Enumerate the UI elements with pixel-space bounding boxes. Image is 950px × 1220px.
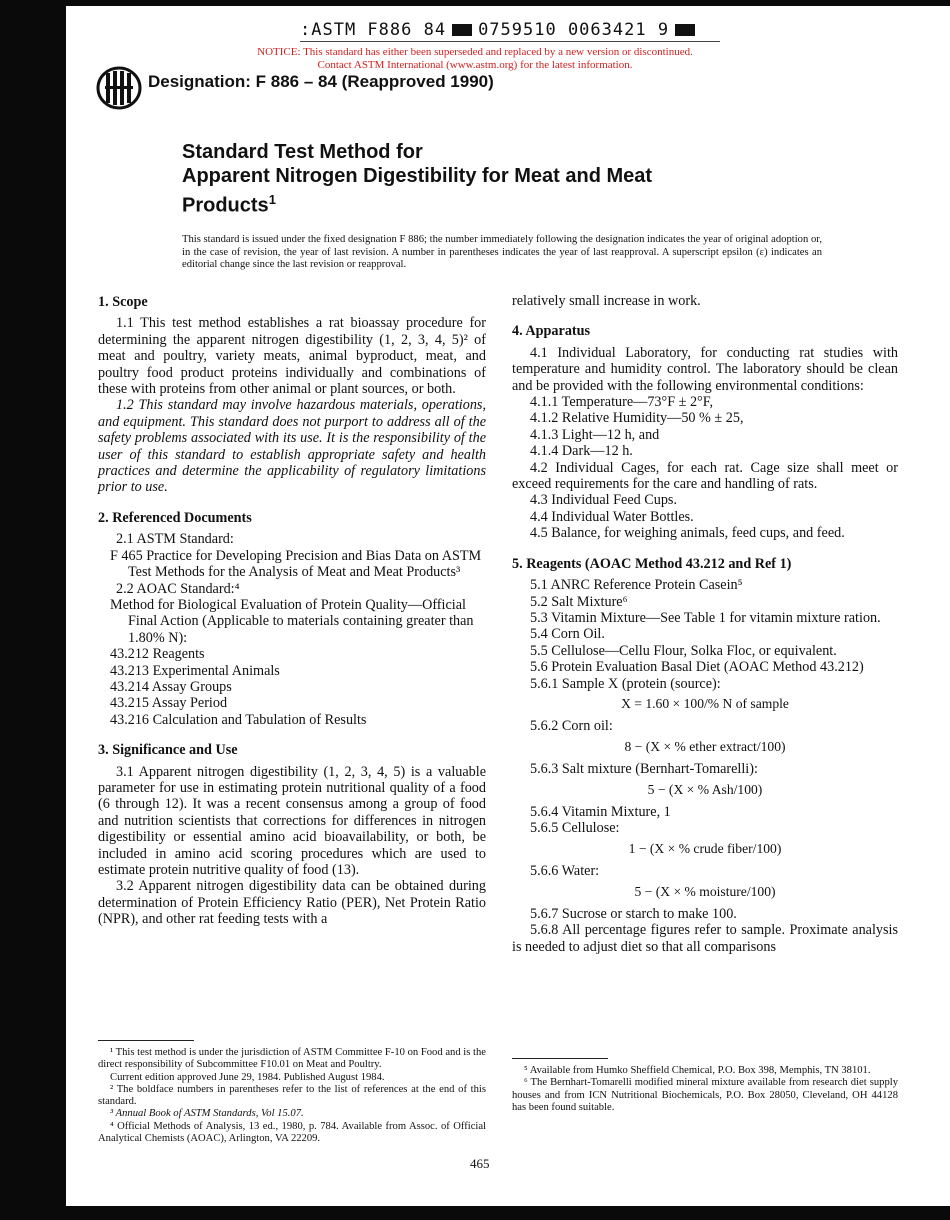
- designation: Designation: F 886 – 84 (Reapproved 1990): [148, 72, 494, 91]
- reference-item: 43.212 Reagents: [110, 646, 205, 663]
- paragraph-5-6-3: 5.6.3 Salt mixture (Bernhart-Tomarelli):: [530, 761, 758, 778]
- paragraph-1-2: 1.2 This standard may involve hazardous materials, operations, and equipment. This standard does not purport to address all of the safety problems associated with its use. It is the responsibility of the user of this standard to establish appropriate safety and health practices and determine the applicability of regulatory limitations prior to use.: [98, 397, 486, 496]
- paragraph-5-6-8: 5.6.8 All percentage figures refer to sample. Proximate analysis is needed to adjust diet so that all comparisons: [512, 922, 898, 955]
- paragraph-5-6-2: 5.6.2 Corn oil:: [530, 718, 613, 735]
- right-column: [512, 293, 898, 955]
- paragraph-5-6-5: 5.6.5 Cellulose:: [530, 820, 620, 837]
- page-number: 465: [470, 1156, 490, 1171]
- paragraph-5-6-7: 5.6.7 Sucrose or starch to make 100.: [530, 906, 737, 922]
- paragraph-5-1: 5.1 ANRC Reference Protein Casein⁵: [530, 577, 743, 594]
- reference-item: 43.216 Calculation and Tabulation of Results: [110, 711, 367, 728]
- section-heading-scope: 1. Scope: [98, 294, 148, 310]
- paragraph-5-6: 5.6 Protein Evaluation Basal Diet (AOAC Method 43.212): [530, 659, 864, 676]
- footnote-1: ¹ This test method is under the jurisdiction of ASTM Committee F-10 on Food and is the direct responsibility of Subcommittee F10.01 on Meat and Poultry.: [98, 1047, 486, 1071]
- footnote-block: [98, 1047, 486, 1145]
- footnote-rule: [512, 1058, 608, 1059]
- paragraph-4-3: 4.3 Individual Feed Cups.: [530, 492, 677, 509]
- barcode-line: [300, 20, 720, 42]
- footnote-5: ⁵ Available from Humko Sheffield Chemical, P.O. Box 398, Memphis, TN 38101.: [524, 1065, 871, 1076]
- reference-aoac-method: Method for Biological Evaluation of Protein Quality—Official Final Action (Applicable to materials containing greater than 1.80% N):: [110, 596, 474, 646]
- paragraph-4-4: 4.4 Individual Water Bottles.: [530, 508, 694, 525]
- equation-corn-oil: 8 − (X × % ether extract/100): [624, 738, 786, 754]
- issue-note: This standard is issued under the fixed designation F 886; the number immediately following the designation indicates the year of original adoption or, in the case of revision, the year of last revision. A number in parentheses indicates the year of last reapproval. A superscript epsilon (ε) indicates an editorial change since the last revision or reapproval.: [182, 234, 822, 270]
- notice-line-2: Contact ASTM International (www.astm.org) for the latest information.: [317, 59, 633, 71]
- footnote-6: ⁶ The Bernhart-Tomarelli modified mineral mixture available from research diet supply houses and from ICN Nutritional Biochemicals, P.O. Box 28050, Cleveland, OH 44128 has been found suitable.: [512, 1077, 898, 1113]
- paragraph-5-5: 5.5 Cellulose—Cellu Flour, Solka Floc, or equivalent.: [530, 642, 837, 659]
- notice-line-1: NOTICE: This standard has either been superseded and replaced by a new version or discontinued.: [257, 46, 693, 58]
- equation-protein: X = 1.60 × 100/% N of sample: [621, 695, 789, 711]
- paragraph-2-2: 2.2 AOAC Standard:⁴: [116, 580, 240, 597]
- paragraph-5-6-6: 5.6.6 Water:: [530, 863, 600, 880]
- paragraph-3-2: 3.2 Apparent nitrogen digestibility data can be obtained during determination of Protein Efficiency Ratio (PER), Net Protein Ratio (NPR), and other rat feeding tests with a: [98, 878, 486, 928]
- section-heading-significance: 3. Significance and Use: [98, 742, 238, 759]
- equation-water: 5 − (X × % moisture/100): [634, 883, 776, 899]
- title-line-1: Standard Test Method for: [182, 141, 423, 163]
- footnotes-left: [98, 1020, 486, 1145]
- footnote-block: [512, 1065, 898, 1114]
- block-mark: [452, 24, 472, 36]
- continued-text: relatively small increase in work.: [512, 293, 701, 309]
- footnote-1b: Current edition approved June 29, 1984. Published August 1984.: [110, 1071, 385, 1083]
- astm-logo-icon: [96, 66, 142, 110]
- paragraph-5-2: 5.2 Salt Mixture⁶: [530, 593, 628, 610]
- title-line-3-text: Products: [182, 194, 269, 217]
- left-column: [98, 294, 486, 928]
- equation-cellulose: 1 − (X × % crude fiber/100): [628, 840, 782, 856]
- scan-edge-top: [66, 0, 950, 6]
- paragraph-2-1: 2.1 ASTM Standard:: [116, 531, 234, 548]
- paragraph-4-1-1: 4.1.1 Temperature—73°F ± 2°F,: [530, 394, 714, 411]
- paragraph-4-1: 4.1 Individual Laboratory, for conducting rat studies with temperature and humidity control. The laboratory should be clean and be provided with the following environmental conditions:: [512, 344, 898, 394]
- footnotes-right: [512, 1038, 898, 1114]
- reference-f465: F 465 Practice for Developing Precision and Bias Data on ASTM Test Methods for the Analysis of Meat and Meat Products³: [110, 547, 482, 581]
- footnote-4: ⁴ Official Methods of Analysis, 13 ed., 1980, p. 784. Available from Assoc. of Official Analytical Chemists (AOAC), Arlington, VA 22209.: [98, 1120, 486, 1145]
- code-text: :ASTM F886 84: [300, 20, 447, 40]
- document-title: [182, 140, 802, 218]
- paragraph-4-2: 4.2 Individual Cages, for each rat. Cage size shall meet or exceed requirements for the care and handling of rats.: [512, 459, 898, 493]
- title-footnote-mark: 1: [268, 192, 276, 207]
- reference-item: 43.214 Assay Groups: [110, 678, 232, 695]
- footnote-rule: [98, 1040, 194, 1041]
- paragraph-4-1-4: 4.1.4 Dark—12 h.: [530, 443, 633, 460]
- title-line-2: Apparent Nitrogen Digestibility for Meat and Meat: [182, 165, 653, 187]
- paragraph-5-6-4: 5.6.4 Vitamin Mixture, 1: [530, 803, 671, 820]
- section-heading-referenced-documents: 2. Referenced Documents: [98, 509, 252, 526]
- reference-item: 43.215 Assay Period: [110, 695, 228, 712]
- code-mid: 0759510 0063421 9: [478, 20, 670, 40]
- block-mark: [675, 24, 695, 36]
- footnote-3: ³ Annual Book of ASTM Standards, Vol 15.07.: [110, 1108, 304, 1120]
- paragraph-4-1-3: 4.1.3 Light—12 h, and: [530, 426, 660, 443]
- paragraph-3-1: 3.1 Apparent nitrogen digestibility (1, 2, 3, 4, 5) is a valuable parameter for use in estimating protein nutritional quality of a food (6 through 12). It was a recent consensus among a group of food and nutrition scientists that corrections for differences in nitrogen digestibility or essential amino acid bioavailability, or both, be included in amino acid scoring procedures which are used to estimate protein nutritive quality of food (13).: [98, 763, 486, 878]
- paragraph-4-1-2: 4.1.2 Relative Humidity—50 % ± 25,: [530, 410, 744, 427]
- section-heading-reagents: 5. Reagents (AOAC Method 43.212 and Ref 1): [512, 555, 792, 572]
- scan-edge-bottom: [66, 1206, 950, 1220]
- title-line-3: [182, 188, 802, 218]
- section-heading-apparatus: 4. Apparatus: [512, 323, 591, 340]
- equation-salt: 5 − (X × % Ash/100): [647, 781, 763, 797]
- footnote-2: ² The boldface numbers in parentheses refer to the list of references at the end of this standard.: [98, 1083, 486, 1108]
- paragraph-5-4: 5.4 Corn Oil.: [530, 626, 605, 643]
- reference-item: 43.213 Experimental Animals: [110, 662, 280, 679]
- scan-edge-left: [0, 0, 66, 1220]
- paragraph-5-3: 5.3 Vitamin Mixture—See Table 1 for vitamin mixture ration.: [530, 609, 881, 626]
- paragraph-1-1: 1.1 This test method establishes a rat bioassay procedure for determining the apparent nitrogen digestibility (1, 2, 3, 4, 5)² of meat and poultry, variety meats, animal byproduct, meat, and poultry food product proteins individually and combinations of these with proteins from other animal or plant sources, or both.: [98, 315, 486, 398]
- paragraph-4-5: 4.5 Balance, for weighing animals, feed cups, and feed.: [530, 525, 845, 542]
- paragraph-5-6-1: 5.6.1 Sample X (protein (source):: [530, 675, 721, 692]
